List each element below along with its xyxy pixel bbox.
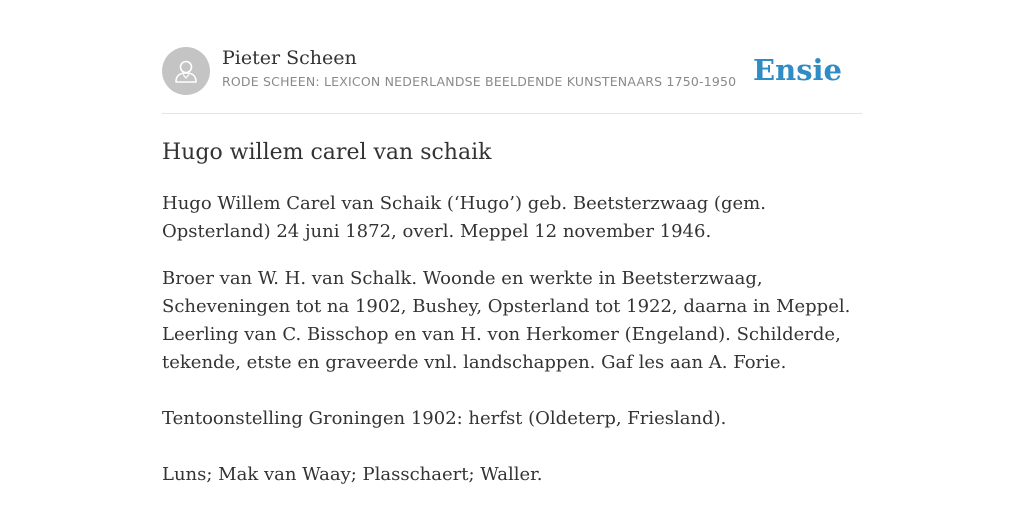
article: [162, 138, 862, 508]
author-name[interactable]: Pieter Scheen: [222, 47, 357, 69]
paragraph: Hugo Willem Carel van Schaik (‘Hugo’) geb. Beetsterzwaag (gem. Opsterland) 24 juni 1872, overl. Meppel 12 november 1946.: [162, 193, 766, 242]
avatar[interactable]: [162, 47, 210, 95]
header: [162, 46, 862, 96]
paragraph: Broer van W. H. van Schalk. Woonde en werkte in Beetsterzwaag, Scheveningen tot na 1902, Bushey, Opsterland tot 1922, daarna in Meppel. Leerling van C. Bisschop en van H. von Herkomer (Engeland). Schilderde, tekende, etste en graveerde vnl. landschappen. Gaf les aan A. Forie.: [162, 268, 851, 373]
paragraph: Tentoonstelling Groningen 1902: herfst (Oldeterp, Friesland).: [162, 408, 727, 429]
source-title[interactable]: RODE SCHEEN: LEXICON NEDERLANDSE BEELDENDE KUNSTENAARS 1750-1950: [222, 74, 737, 89]
brand-logo[interactable]: Ensie: [753, 53, 842, 87]
divider: [162, 113, 862, 114]
paragraph: Luns; Mak van Waay; Plasschaert; Waller.: [162, 464, 543, 485]
user-icon: [172, 57, 200, 85]
page-title: Hugo willem carel van schaik: [162, 140, 492, 165]
